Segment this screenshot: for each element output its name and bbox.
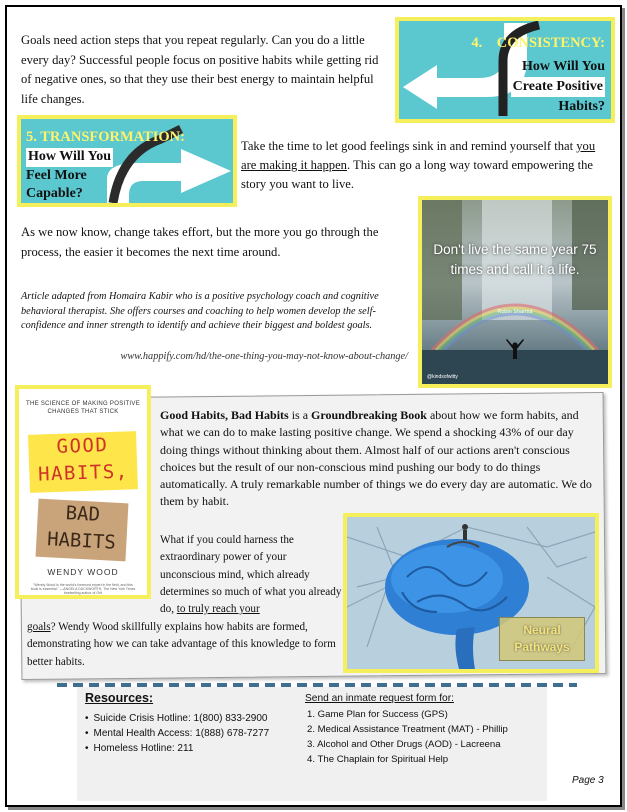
change-paragraph: As we now know, change takes effort, but the more you go through the process, the easier it becomes the next time around. — [21, 225, 379, 259]
request-list — [307, 707, 508, 767]
quote-author: Robin Sharma — [497, 309, 533, 315]
list-item: • Mental Health Access: 1(888) 678-7277 — [85, 726, 269, 741]
article-credit: Article adapted from Homaira Kabir who is a positive psychology coach and cognitive behavioral therapist. She offers courses and coaching to help women develop the self-confidence and inner strength to identify and achieve their biggest and boldest goals. — [21, 291, 379, 331]
waterfall-rainbow-scene — [422, 200, 608, 384]
quote-text: Don't live the same year 75 times and call it a life. — [433, 242, 597, 277]
book-title-bad: BAD HABITS — [36, 499, 129, 562]
emphasis-underline: you are making it happen — [241, 139, 596, 172]
request-form-heading: Send an inmate request form for: — [305, 693, 454, 704]
book-author: WENDY WOOD — [47, 567, 119, 577]
whatif-paragraph-bottom: goals? Wendy Wood skillfully explains how habits are formed, demonstrating how we can take advantage of this knowledge to form better habits. — [27, 621, 336, 668]
list-item: 3. Alcohol and Other Drugs (AOD) - Lacreena — [307, 739, 501, 750]
book-title-good: GOOD HABITS, — [28, 431, 138, 493]
book-description: Good Habits, Bad Habits is a Groundbreaking Book about how we form habits, and what we can do to make lasting positive change. We spend a shocking 43% of our day doing things without thinking about them. Almost half of our actions aren't conscious choices but the result of our non-conscious mind pushing our body to do things automatically. A truly remarkable number of things we do every day are automatic. We do them by habit. — [160, 408, 592, 509]
brain-image — [343, 513, 599, 673]
book-blurb: "Wendy Wood is the world's foremost expert in the field, and this book is essential." —ANGELA DUCKWORTH, The New York Times bestselling author of Grit — [30, 583, 136, 595]
hotline-list — [85, 711, 269, 756]
consistency-question: How Will You Create Positive Habits? — [512, 59, 605, 114]
resources-panel — [77, 687, 547, 801]
book-cover-image — [15, 385, 151, 599]
source-url: www.happify.com/hd/the-one-thing-you-may-not-know-about-change/ — [120, 351, 408, 362]
list-item: 4. The Chaplain for Spiritual Help — [307, 754, 449, 765]
quote-handle: @kindsofwitty — [427, 374, 458, 380]
book-subtitle: THE SCIENCE OF MAKING POSITIVE CHANGES THAT STICK — [25, 401, 140, 415]
consistency-box — [395, 17, 615, 123]
intro-paragraph: Goals need action steps that you repeat regularly. Can you do a little every day? Successful people focus on positive habits while getting rid of negative ones, so that they use their best energy to maintain helpful life changes. — [21, 33, 379, 106]
list-item: 1. Game Plan for Success (GPS) — [307, 709, 448, 720]
page-number: Page 3 — [572, 775, 604, 786]
quote-image — [418, 196, 612, 388]
transformation-question: How Will You Feel More Capable? — [26, 149, 111, 201]
list-item: 2. Medical Assistance Treatment (MAT) - Phillip — [307, 724, 508, 735]
resources-heading: Resources: — [85, 691, 154, 705]
transformation-heading: 5. TRANSFORMATION: — [26, 129, 185, 145]
feelings-paragraph: Take the time to let good feelings sink in and remind yourself that you are making it happen. This can go a long way toward empowering the story you want to live. — [241, 139, 596, 191]
transformation-box — [17, 115, 237, 207]
list-item: • Homeless Hotline: 211 — [85, 741, 269, 756]
consistency-heading: 4. CONSISTENCY: — [471, 35, 605, 51]
list-item: • Suicide Crisis Hotline: 1(800) 833-2900 — [85, 711, 269, 726]
neural-pathways-label: Neural Pathways — [499, 617, 585, 661]
newsletter-page — [5, 5, 622, 807]
whatif-paragraph-top: What if you could harness the extraordinary power of your unconscious mind, which already determines so much of what you already do, to truly reach your — [160, 534, 342, 616]
